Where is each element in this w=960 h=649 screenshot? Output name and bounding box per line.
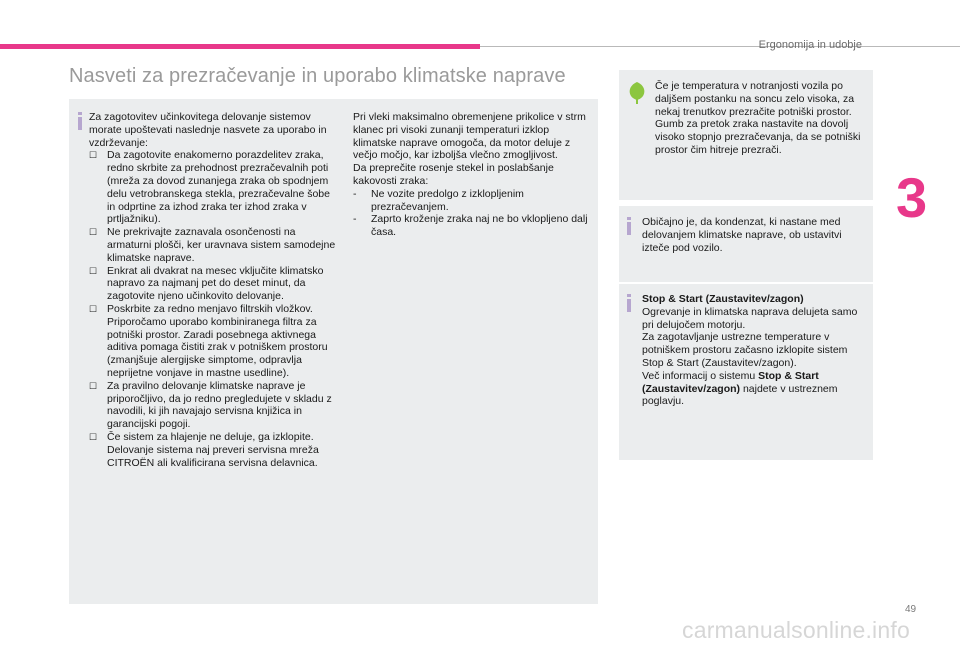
condensation-text: Običajno je, da kondenzat, ki nastane med delovanjem klimatske naprave, ob ustavitvi izteče pod vozilo. — [642, 216, 842, 254]
info-icon — [78, 112, 82, 130]
checkbox-bullet-icon: ☐ — [89, 380, 98, 391]
main-column-2 — [353, 111, 593, 239]
list-item: ☐ Za pravilno delovanje klimatske naprave je priporočljivo, da jo redno pregledujete v skladu z navodili, ki jih navajajo servisna knjižica in garancijski pogoji. — [89, 379, 332, 431]
watermark: carmanualsonline.info — [682, 617, 910, 643]
checkbox-bullet-icon: ☐ — [89, 227, 98, 238]
towing-text: Pri vleki maksimalno obremenjene prikolice v strm klanec pri visoki zunanji temperaturi izklop klimatske naprave omogoča, da motor deluje z večjo močjo, kar izboljša vlečno zmogljivost. — [353, 111, 586, 162]
section-title: Ergonomija in udobje — [758, 39, 862, 51]
checkbox-bullet-icon: ☐ — [89, 150, 98, 161]
fogging-text: Da preprečite rosenje stekel in poslabšanje kakovosti zraka: — [353, 162, 554, 187]
main-column-1 — [89, 111, 339, 469]
list-item: ☐ Če sistem za hlajenje ne deluje, ga izklopite. Delovanje sistema naj preveri servisna mreža CITROËN ali kvalificirana servisna delavnica. — [89, 430, 319, 469]
top-rule — [480, 46, 960, 47]
checkbox-bullet-icon: ☐ — [89, 431, 98, 442]
stop-start-heading: Stop & Start (Zaustavitev/zagon) — [642, 293, 804, 305]
page-title: Nasveti za prezračevanje in uporabo klimatske naprave — [69, 65, 566, 87]
hot-interior-text: Če je temperatura v notranjosti vozila po daljšem postanku na soncu zelo visoka, za nekaj trenutkov prezračite potniški prostor. Gumb za pretok zraka nastavite na dovolj visoko stopnjo prezračevanja, da se potniški prostor čim hitreje prezrači. — [655, 80, 861, 156]
checkbox-bullet-icon: ☐ — [89, 303, 98, 314]
info-icon — [627, 294, 631, 312]
list-item: ☐ Ne prekrivajte zaznavala osončenosti na armaturni plošči, ker uravnava sistem samodejne klimatske naprave. — [89, 226, 336, 264]
list-item: ☐ Da zagotovite enakomerno porazdelitev zraka, redno skrbite za prehodnost prezračevalnih poti (mreža za dovod zunanjega zraka ob spodnjem delu vetrobranskega stekla, prezračevalne šobe in odprtine za izhod zraka ter izhod zraka v prtljažniku). — [89, 149, 330, 226]
chapter-number: 3 — [896, 166, 928, 229]
list-item: - Zaprto kroženje zraka naj ne bo vklopljeno dalj časa. — [353, 213, 588, 239]
stop-start-text: Stop & Start (Zaustavitev/zagon) Ogrevanje in klimatska naprava delujeta samo pri delujočem motorju. Za zagotavljanje ustrezne temperature v potniškem prostoru začasno izklopite sistem Stop & Start (Zaustavitev/zagon). Več informacij o sistemu Stop & Start (Zaustavitev/zagon) najdete v ustreznem poglavju. — [642, 293, 858, 408]
page-number: 49 — [905, 604, 917, 615]
list-item: ☐ Enkrat ali dvakrat na mesec vključite klimatsko napravo za najmanj pet do deset minut, da zagotovite njeno učinkovito delovanje. — [89, 264, 324, 303]
list-item: - Ne vozite predolgo z izklopljenim prezračevanjem. — [353, 187, 524, 213]
info-icon — [627, 217, 631, 235]
checkbox-bullet-icon: ☐ — [89, 265, 98, 276]
list-item: ☐ Poskrbite za redno menjavo filtrskih vložkov. Priporočamo uporabo kombiniranega filtra za potniški prostor. Zaradi posebnega aktivnega aditiva pomaga čistiti zrak v potniškem prostoru (zmanjšuje alergijske simptome, odpravlja neprijetne vonjave in mastne usedline). — [89, 302, 328, 379]
intro-text: Za zagotovitev učinkovitega delovanje sistemov morate upoštevati naslednje nasvete za uporabo in vzdrževanje: — [89, 111, 327, 149]
top-accent-bar — [0, 44, 480, 49]
eco-leaf-icon — [624, 79, 650, 105]
